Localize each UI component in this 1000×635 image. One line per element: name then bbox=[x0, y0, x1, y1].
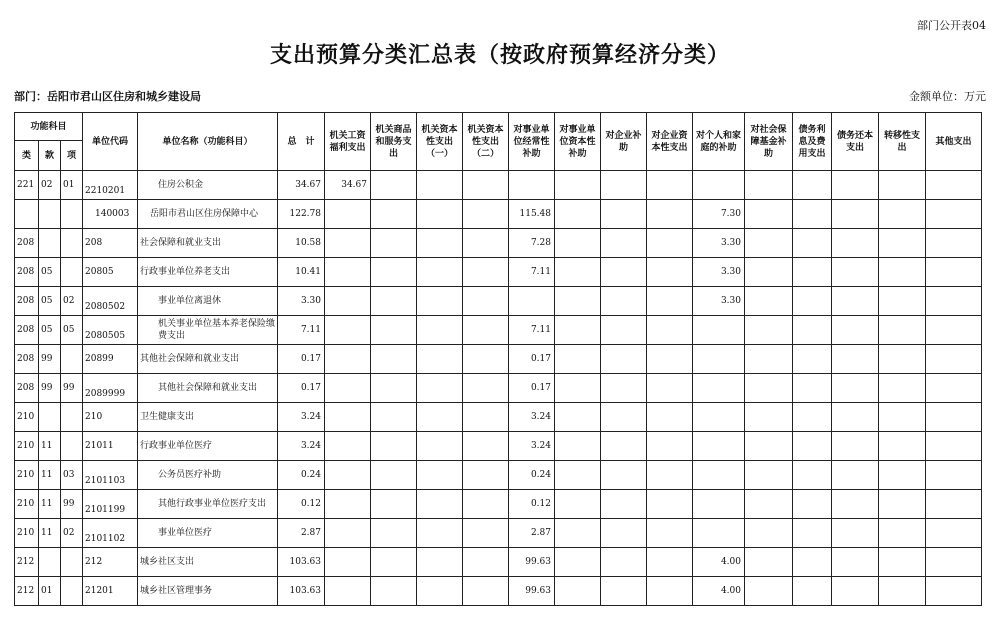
cell-xiang: 02 bbox=[61, 287, 83, 316]
cell-xiang bbox=[61, 345, 83, 374]
cell-code: 2080505 bbox=[83, 316, 138, 345]
cell-c5 bbox=[509, 287, 555, 316]
table-row bbox=[15, 461, 982, 490]
cell-kuan: 11 bbox=[39, 432, 61, 461]
cell-kuan: 05 bbox=[39, 316, 61, 345]
cell-c1 bbox=[325, 374, 371, 403]
cell-kuan: 11 bbox=[39, 519, 61, 548]
header-unit-code: 单位代码 bbox=[83, 113, 138, 171]
cell-lei: 210 bbox=[15, 432, 39, 461]
cell-c9 bbox=[693, 403, 745, 432]
cell-kuan: 99 bbox=[39, 374, 61, 403]
cell-xiang bbox=[61, 403, 83, 432]
cell-code: 21011 bbox=[83, 432, 138, 461]
cell-c5: 99.63 bbox=[509, 577, 555, 606]
cell-c1 bbox=[325, 287, 371, 316]
cell-code: 2210201 bbox=[83, 171, 138, 200]
cell-lei: 210 bbox=[15, 519, 39, 548]
cell-kuan bbox=[39, 229, 61, 258]
cell-c5: 0.17 bbox=[509, 345, 555, 374]
cell-c5: 3.24 bbox=[509, 403, 555, 432]
cell-code: 212 bbox=[83, 548, 138, 577]
cell-code: 2080502 bbox=[83, 287, 138, 316]
header-c8: 对企业资本性支出 bbox=[647, 113, 693, 171]
cell-c1 bbox=[325, 548, 371, 577]
cell-xiang: 01 bbox=[61, 171, 83, 200]
cell-total: 0.24 bbox=[278, 461, 325, 490]
cell-name: 事业单位离退休 bbox=[138, 287, 278, 316]
header-c11: 债务利息及费用支出 bbox=[793, 113, 832, 171]
cell-code: 2089999 bbox=[83, 374, 138, 403]
cell-code: 2101102 bbox=[83, 519, 138, 548]
table-row bbox=[15, 432, 982, 461]
cell-c9: 4.00 bbox=[693, 577, 745, 606]
cell-xiang: 05 bbox=[61, 316, 83, 345]
cell-c1 bbox=[325, 345, 371, 374]
header-func-subject: 功能科目 bbox=[15, 113, 83, 141]
cell-c9: 7.30 bbox=[693, 200, 745, 229]
header-c7: 对企业补助 bbox=[601, 113, 647, 171]
cell-c5: 7.11 bbox=[509, 316, 555, 345]
cell-code: 210 bbox=[83, 403, 138, 432]
table-row bbox=[15, 403, 982, 432]
cell-lei: 210 bbox=[15, 490, 39, 519]
cell-xiang: 99 bbox=[61, 490, 83, 519]
cell-total: 0.12 bbox=[278, 490, 325, 519]
budget-table bbox=[14, 112, 982, 606]
cell-c5: 7.28 bbox=[509, 229, 555, 258]
cell-code: 20899 bbox=[83, 345, 138, 374]
cell-name: 行政事业单位养老支出 bbox=[138, 258, 278, 287]
cell-lei: 208 bbox=[15, 287, 39, 316]
cell-c5: 2.87 bbox=[509, 519, 555, 548]
cell-c1 bbox=[325, 490, 371, 519]
cell-name: 城乡社区支出 bbox=[138, 548, 278, 577]
cell-name: 其他行政事业单位医疗支出 bbox=[138, 490, 278, 519]
table-row bbox=[15, 548, 982, 577]
cell-c5: 0.12 bbox=[509, 490, 555, 519]
cell-c5: 99.63 bbox=[509, 548, 555, 577]
cell-code: 2101103 bbox=[83, 461, 138, 490]
cell-code: 208 bbox=[83, 229, 138, 258]
header-c10: 对社会保障基金补助 bbox=[745, 113, 793, 171]
cell-xiang bbox=[61, 577, 83, 606]
table-row bbox=[15, 200, 982, 229]
cell-name: 其他社会保障和就业支出 bbox=[138, 374, 278, 403]
cell-xiang bbox=[61, 258, 83, 287]
cell-kuan: 99 bbox=[39, 345, 61, 374]
form-code: 部门公开表04 bbox=[917, 19, 986, 32]
cell-name: 其他社会保障和就业支出 bbox=[138, 345, 278, 374]
cell-total: 34.67 bbox=[278, 171, 325, 200]
cell-code: 140003 bbox=[83, 200, 138, 229]
table-row bbox=[15, 229, 982, 258]
cell-lei: 208 bbox=[15, 258, 39, 287]
cell-kuan bbox=[39, 200, 61, 229]
cell-total: 3.30 bbox=[278, 287, 325, 316]
cell-total: 103.63 bbox=[278, 548, 325, 577]
cell-c9 bbox=[693, 490, 745, 519]
table-row bbox=[15, 171, 982, 200]
cell-c1 bbox=[325, 229, 371, 258]
cell-c9: 4.00 bbox=[693, 548, 745, 577]
cell-c9 bbox=[693, 461, 745, 490]
cell-kuan: 01 bbox=[39, 577, 61, 606]
cell-xiang: 99 bbox=[61, 374, 83, 403]
cell-total: 10.58 bbox=[278, 229, 325, 258]
header-c2: 机关商品和服务支出 bbox=[371, 113, 417, 171]
cell-c1 bbox=[325, 200, 371, 229]
header-c13: 转移性支出 bbox=[879, 113, 926, 171]
cell-c1: 34.67 bbox=[325, 171, 371, 200]
amount-unit-label: 金额单位：万元 bbox=[909, 90, 986, 103]
cell-c9 bbox=[693, 171, 745, 200]
cell-kuan: 11 bbox=[39, 490, 61, 519]
cell-name: 岳阳市君山区住房保障中心 bbox=[138, 200, 278, 229]
cell-total: 122.78 bbox=[278, 200, 325, 229]
cell-lei: 212 bbox=[15, 577, 39, 606]
cell-xiang bbox=[61, 548, 83, 577]
table-row bbox=[15, 258, 982, 287]
header-xiang: 项 bbox=[61, 141, 83, 171]
cell-c1 bbox=[325, 432, 371, 461]
cell-code: 21201 bbox=[83, 577, 138, 606]
cell-c9 bbox=[693, 345, 745, 374]
cell-xiang bbox=[61, 432, 83, 461]
cell-name: 住房公积金 bbox=[138, 171, 278, 200]
cell-lei: 208 bbox=[15, 316, 39, 345]
cell-code: 20805 bbox=[83, 258, 138, 287]
cell-c5: 0.24 bbox=[509, 461, 555, 490]
table-row bbox=[15, 374, 982, 403]
cell-name: 机关事业单位基本养老保险缴费支出 bbox=[138, 316, 278, 345]
cell-c9: 3.30 bbox=[693, 229, 745, 258]
header-total: 总 计 bbox=[278, 113, 325, 171]
table-row bbox=[15, 577, 982, 606]
header-c1: 机关工资福利支出 bbox=[325, 113, 371, 171]
cell-c9: 3.30 bbox=[693, 287, 745, 316]
cell-total: 3.24 bbox=[278, 432, 325, 461]
cell-lei: 208 bbox=[15, 374, 39, 403]
table-row bbox=[15, 287, 982, 316]
department-label: 部门：岳阳市君山区住房和城乡建设局 bbox=[14, 90, 201, 103]
cell-total: 0.17 bbox=[278, 345, 325, 374]
cell-c5 bbox=[509, 171, 555, 200]
cell-c5: 0.17 bbox=[509, 374, 555, 403]
header-kuan: 款 bbox=[39, 141, 61, 171]
cell-kuan bbox=[39, 548, 61, 577]
header-c4: 机关资本性支出（二） bbox=[463, 113, 509, 171]
cell-total: 7.11 bbox=[278, 316, 325, 345]
table-row bbox=[15, 316, 982, 345]
header-unit-name: 单位名称（功能科目） bbox=[138, 113, 278, 171]
cell-lei: 221 bbox=[15, 171, 39, 200]
table-row bbox=[15, 345, 982, 374]
cell-c1 bbox=[325, 519, 371, 548]
cell-lei: 212 bbox=[15, 548, 39, 577]
cell-xiang: 02 bbox=[61, 519, 83, 548]
cell-xiang bbox=[61, 229, 83, 258]
cell-c1 bbox=[325, 461, 371, 490]
header-c14: 其他支出 bbox=[926, 113, 982, 171]
cell-lei: 210 bbox=[15, 403, 39, 432]
cell-c1 bbox=[325, 403, 371, 432]
table-row bbox=[15, 519, 982, 548]
cell-c9 bbox=[693, 519, 745, 548]
cell-xiang bbox=[61, 200, 83, 229]
cell-c9 bbox=[693, 432, 745, 461]
cell-kuan bbox=[39, 403, 61, 432]
cell-c1 bbox=[325, 258, 371, 287]
cell-kuan: 05 bbox=[39, 258, 61, 287]
cell-total: 0.17 bbox=[278, 374, 325, 403]
cell-total: 10.41 bbox=[278, 258, 325, 287]
header-c9: 对个人和家庭的补助 bbox=[693, 113, 745, 171]
cell-c1 bbox=[325, 316, 371, 345]
cell-name: 行政事业单位医疗 bbox=[138, 432, 278, 461]
cell-code: 2101199 bbox=[83, 490, 138, 519]
header-c6: 对事业单位资本性补助 bbox=[555, 113, 601, 171]
cell-kuan: 11 bbox=[39, 461, 61, 490]
header-lei: 类 bbox=[15, 141, 39, 171]
cell-total: 3.24 bbox=[278, 403, 325, 432]
cell-name: 公务员医疗补助 bbox=[138, 461, 278, 490]
cell-kuan: 05 bbox=[39, 287, 61, 316]
cell-c9 bbox=[693, 374, 745, 403]
cell-name: 城乡社区管理事务 bbox=[138, 577, 278, 606]
page-title: 支出预算分类汇总表（按政府预算经济分类） bbox=[269, 42, 730, 68]
table-row bbox=[15, 490, 982, 519]
cell-total: 103.63 bbox=[278, 577, 325, 606]
cell-name: 社会保障和就业支出 bbox=[138, 229, 278, 258]
header-c3: 机关资本性支出（一） bbox=[417, 113, 463, 171]
cell-kuan: 02 bbox=[39, 171, 61, 200]
cell-c5: 115.48 bbox=[509, 200, 555, 229]
header-c12: 债务还本支出 bbox=[832, 113, 879, 171]
cell-c9: 3.30 bbox=[693, 258, 745, 287]
cell-c5: 3.24 bbox=[509, 432, 555, 461]
header-c5: 对事业单位经常性补助 bbox=[509, 113, 555, 171]
cell-lei: 208 bbox=[15, 229, 39, 258]
cell-total: 2.87 bbox=[278, 519, 325, 548]
cell-xiang: 03 bbox=[61, 461, 83, 490]
cell-c9 bbox=[693, 316, 745, 345]
cell-c1 bbox=[325, 577, 371, 606]
cell-lei: 208 bbox=[15, 345, 39, 374]
cell-c5: 7.11 bbox=[509, 258, 555, 287]
cell-name: 卫生健康支出 bbox=[138, 403, 278, 432]
cell-name: 事业单位医疗 bbox=[138, 519, 278, 548]
cell-lei: 210 bbox=[15, 461, 39, 490]
cell-lei bbox=[15, 200, 39, 229]
